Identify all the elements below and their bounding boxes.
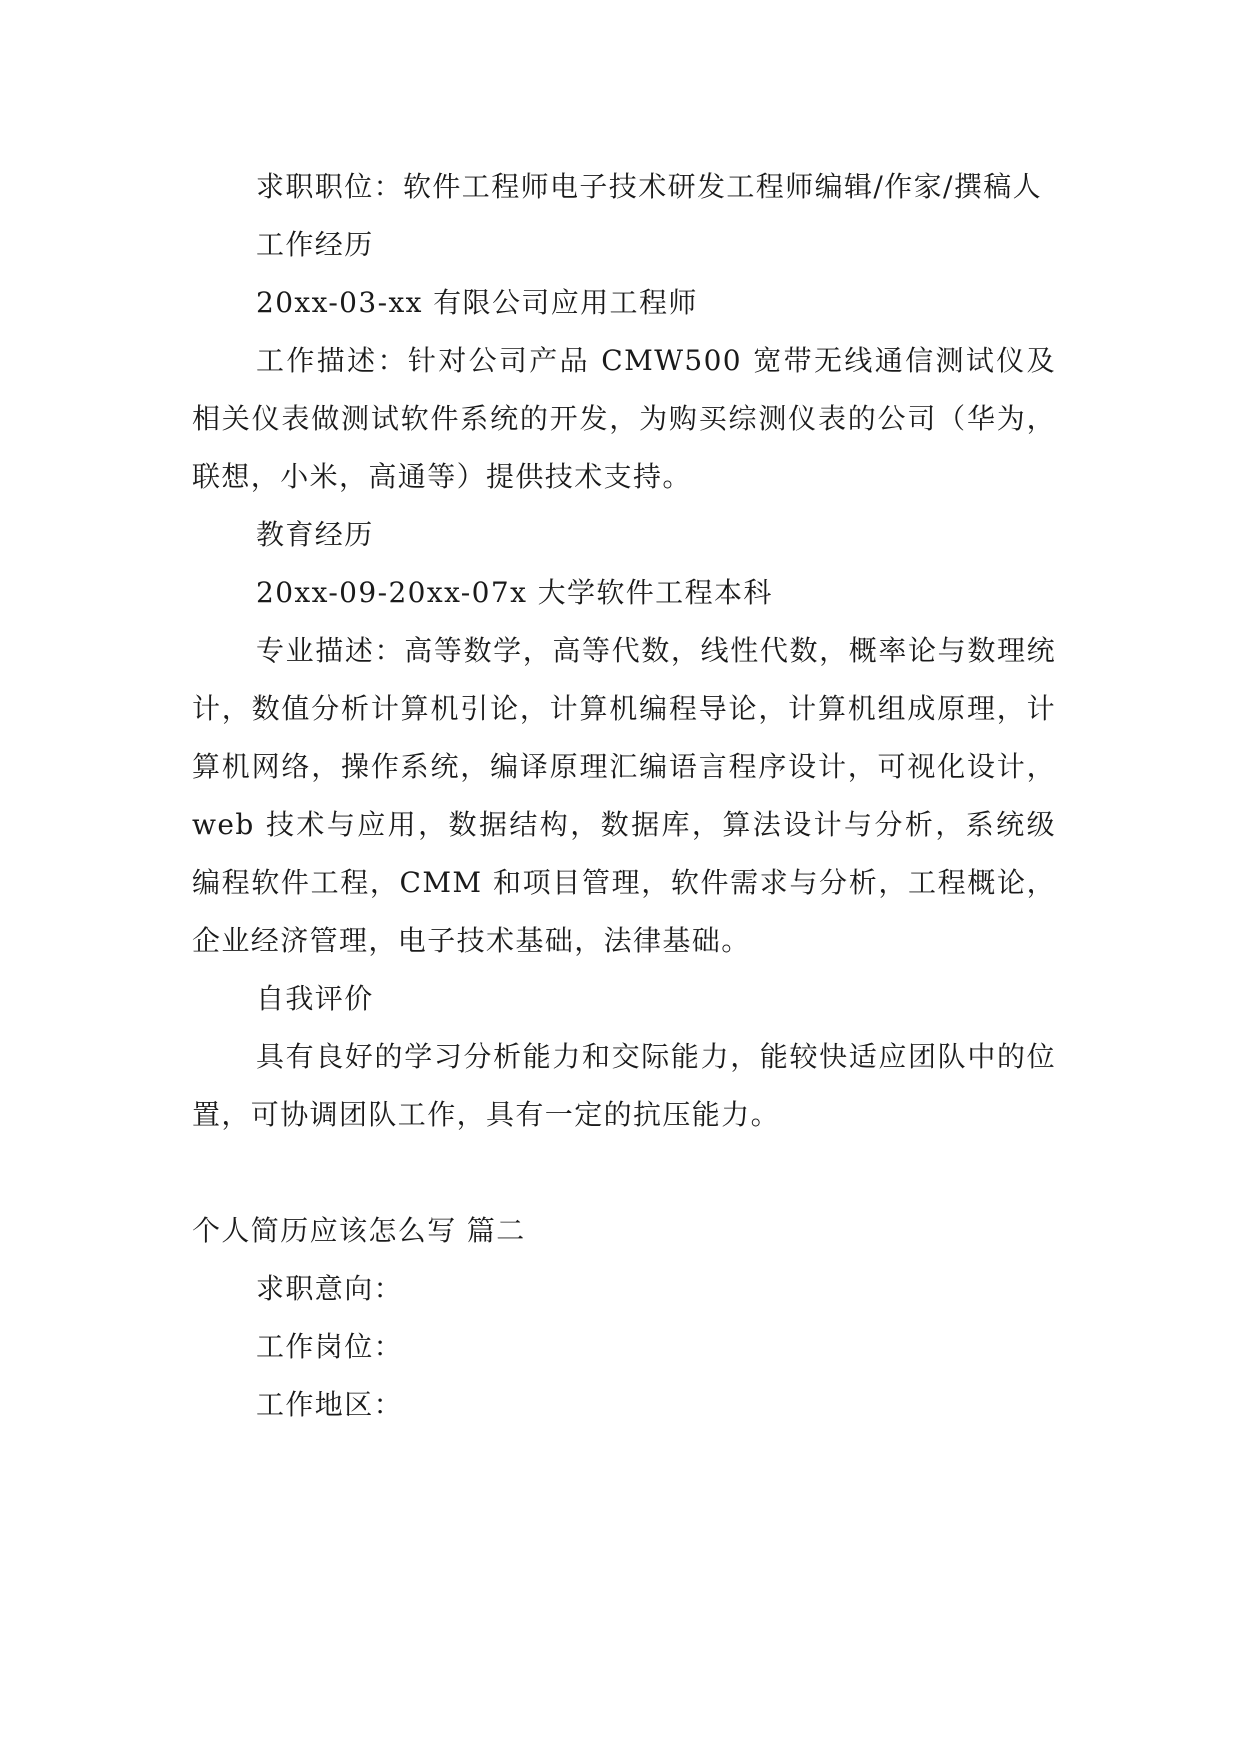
major-description: 专业描述：高等数学，高等代数，线性代数，概率论与数理统计，数值分析计算机引论，计算机编程导论，计算机组成原理，计算机网络，操作系统，编译原理汇编语言程序设计，可视化设计，web 技术与应用，数据结构，数据库，算法设计与分析，系统级编程软件工程，CMM 和项目管理，软件需求与分析，工程概论，企业经济管理，电子技术基础，法律基础。 — [192, 634, 1056, 957]
self-evaluation-text: 具有良好的学习分析能力和交际能力，能较快适应团队中的位置，可协调团队工作，具有一定的抗压能力。 — [192, 1040, 1056, 1131]
education-heading: 教育经历 — [256, 518, 374, 551]
section-title: 个人简历应该怎么写 篇二 — [192, 1214, 526, 1247]
self-evaluation-heading: 自我评价 — [256, 982, 374, 1015]
job-intention: 求职意向： — [256, 1272, 404, 1305]
work-experience-heading: 工作经历 — [256, 228, 374, 261]
work-description: 工作描述：针对公司产品 CMW500 宽带无线通信测试仪及相关仪表做测试软件系统的开发，为购买综测仪表的公司（华为，联想，小米，高通等）提供技术支持。 — [192, 344, 1056, 493]
work-entry: 20xx-03-xx 有限公司应用工程师 — [256, 286, 698, 319]
job-position: 求职职位：软件工程师电子技术研发工程师编辑/作家/撰稿人 — [256, 170, 1043, 203]
work-region: 工作地区： — [256, 1388, 404, 1421]
education-entry: 20xx-09-20xx-07x 大学软件工程本科 — [256, 576, 773, 609]
job-post: 工作岗位： — [256, 1330, 404, 1363]
document-body — [192, 158, 1056, 1434]
